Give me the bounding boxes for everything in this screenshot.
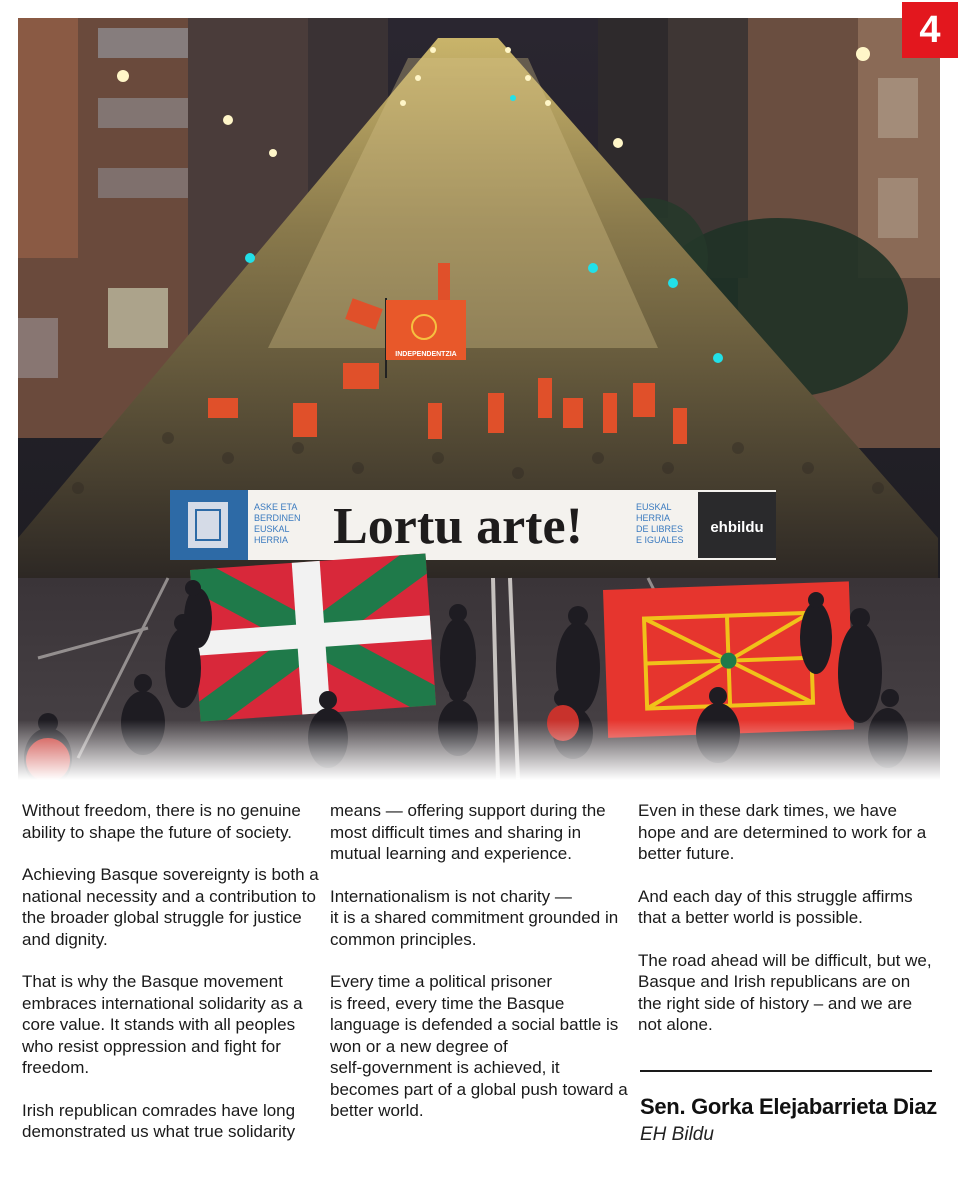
banner-title: Lortu arte!: [333, 498, 583, 555]
march-photo: [18, 18, 940, 780]
text-column-3: [638, 800, 938, 1057]
paragraph: Without freedom, there is no genuine ability to shape the future of society.: [22, 801, 301, 842]
paragraph: Internationalism is not charity — it is a shared commitment grounded in common principles.: [330, 886, 619, 949]
march-illustration: [18, 18, 940, 780]
banner-left-line-1: ASKE ETA: [254, 502, 297, 512]
text-column-2: [330, 800, 630, 1143]
banner-left-line-4: HERRIA: [254, 535, 289, 545]
signature-divider: [640, 1070, 932, 1072]
signature-name: Sen. Gorka Elejabarrieta Diaz: [640, 1094, 937, 1119]
banner-logo-text: ehbildu: [710, 519, 764, 536]
text-column-1: [22, 800, 322, 1164]
photo-fade: [18, 720, 940, 780]
paragraph: Even in these dark times, we have hope and are determined to work for a better future.: [638, 801, 927, 863]
banner-left-line-2: BERDINEN: [254, 513, 301, 523]
page-number-badge: 4: [902, 2, 958, 58]
banner-right-line-3: DE LIBRES: [636, 524, 684, 534]
paragraph: Achieving Basque sovereignty is both a national necessity and a contribution to the broader global struggle for justice and dignity.: [22, 865, 319, 949]
paragraph: And each day of this struggle affirms that a better world is possible.: [638, 886, 913, 927]
signature-party: EH Bildu: [640, 1124, 714, 1145]
paragraph: Irish republican comrades have long demonstrated us what true solidarity: [22, 1100, 296, 1141]
banner-right-line-2: HERRIA: [636, 513, 670, 523]
banner-right-line-4: E IGUALES: [636, 535, 684, 545]
banner-left-line-3: EUSKAL: [254, 524, 290, 534]
banner-right-line-1: EUSKAL: [636, 502, 672, 512]
paragraph: Every time a political prisoner is freed, every time the Basque language is defended a social battle is won or a new degree of self-government is achieved, it becomes part of a global push toward a better world.: [330, 972, 628, 1120]
lortu-arte-banner: [170, 490, 776, 560]
paragraph: means — offering support during the most difficult times and sharing in mutual learning and experience.: [330, 801, 606, 863]
independentzia-flag-text: INDEPENDENTZIA: [395, 351, 457, 358]
ikurrina-flag: [190, 554, 436, 722]
paragraph: The road ahead will be difficult, but we, Basque and Irish republicans are on the right side of history – and we are not alone.: [638, 950, 932, 1034]
paragraph: That is why the Basque movement embraces international solidarity as a core value. It stands with all peoples who resist oppression and fight for freedom.: [22, 972, 303, 1077]
